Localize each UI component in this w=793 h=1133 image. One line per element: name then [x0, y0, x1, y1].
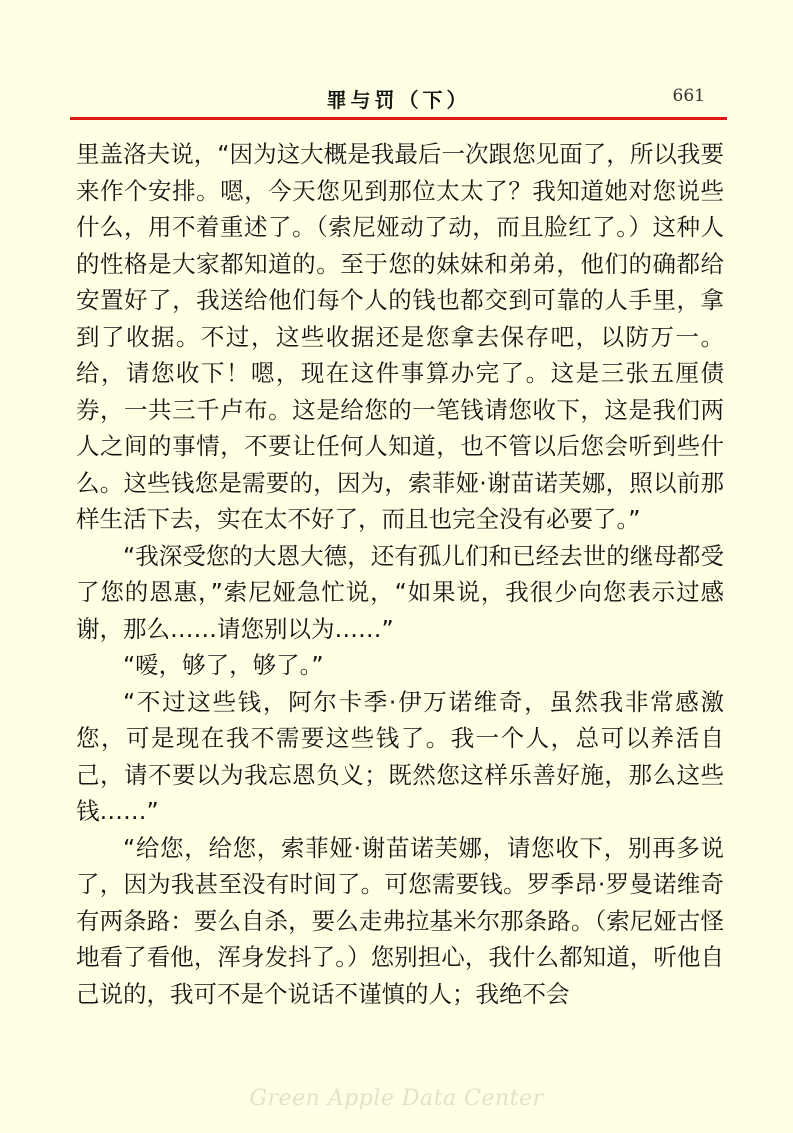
- paragraph-3: “嗳，够了，够了。”: [123, 651, 324, 679]
- page-number: 661: [672, 86, 705, 106]
- paragraph-5: “给您，给您，索菲娅·谢苗诺芙娜，请您收下，别再多说了，因为我甚至没有时间了。可您需要钱。罗季昂·罗曼诺维奇有两条路：要么自杀，要么走弗拉基米尔那条路。（索尼娅古怪地看了看他，浑身发抖了。）您别担心，我什么都知道，听他自己说的，我可不是个说话不谨慎的人；我绝不会: [76, 833, 724, 1008]
- paragraph-1: 里盖洛夫说，“因为这大概是我最后一次跟您见面了，所以我要来作个安排。嗯，今天您见到那位太太了？我知道她对您说些什么，用不着重述了。（索尼娅动了动，而且脸红了。）这种人的性格是大家都知道的。至于您的妹妹和弟弟，他们的确都给安置好了，我送给他们每个人的钱也都交到可靠的人手里，拿到了收据。不过，这些收据还是您拿去保存吧，以防万一。给，请您收下！嗯，现在这件事算办完了。这是三张五厘债券，一共三千卢布。这是给您的一笔钱请您收下，这是我们两人之间的事情，不要让任何人知道，也不管以后您会听到些什么。这些钱您是需要的，因为，索菲娅·谢苗诺芙娜，照以前那样生活下去，实在太不好了，而且也完全没有必要了。”: [76, 140, 724, 533]
- paragraph-2: “我深受您的大恩大德，还有孤儿们和已经去世的继母都受了您的恩惠，”索尼娅急忙说，“如果说，我很少向您表示过感谢，那么……请您别以为……”: [76, 541, 724, 643]
- page-body: [76, 136, 724, 1012]
- header-rule: [70, 117, 727, 120]
- book-title: 罪与罚（下）: [326, 88, 471, 112]
- page-header: [70, 78, 727, 118]
- watermark: Green Apple Data Center: [249, 1086, 544, 1111]
- paragraph-4: “不过这些钱，阿尔卡季·伊万诺维奇，虽然我非常感激您，可是现在我不需要这些钱了。我一个人，总可以养活自己，请不要以为我忘恩负义；既然您这样乐善好施，那么这些钱……”: [76, 687, 724, 825]
